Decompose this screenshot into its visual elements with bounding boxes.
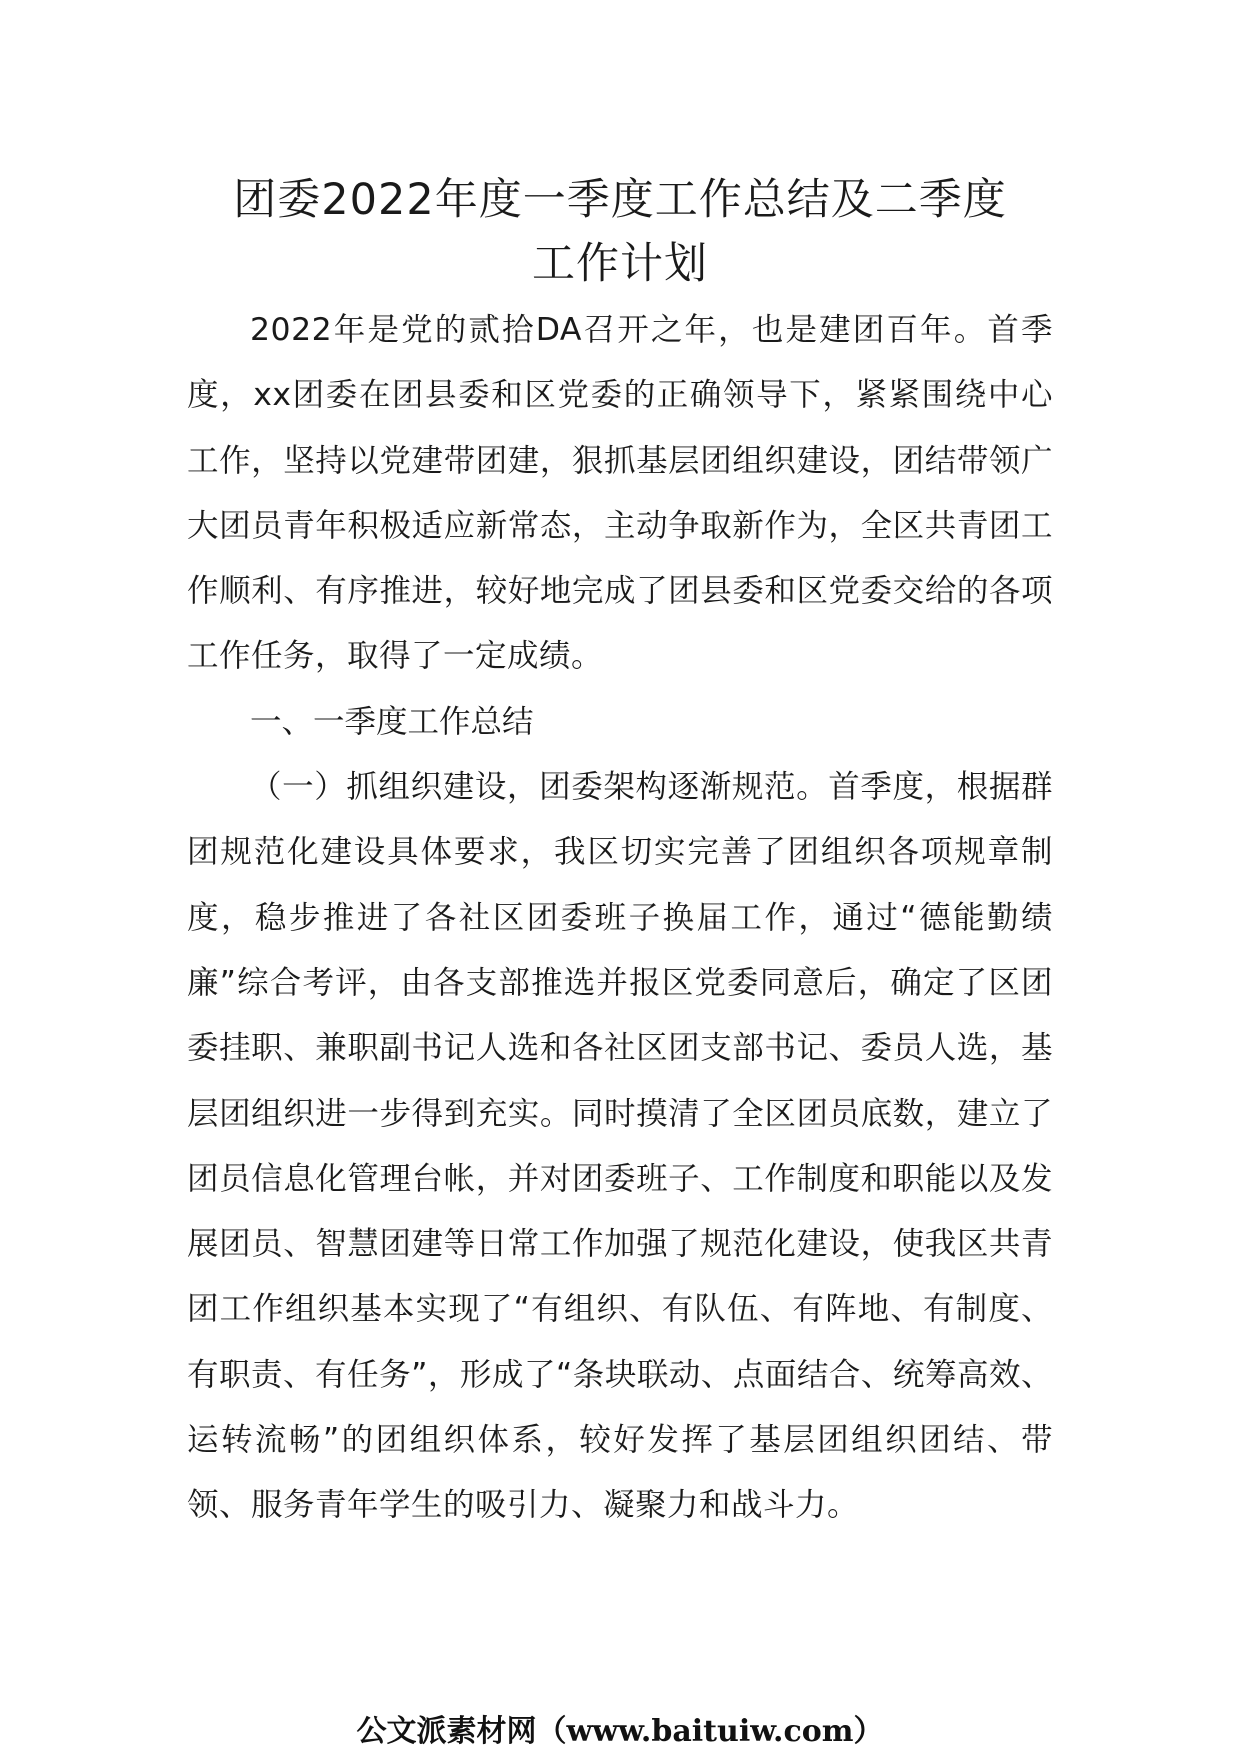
document-title-line-1: 团委2022年度一季度工作总结及二季度: [233, 175, 1007, 225]
intro-paragraph: 2022年是党的贰拾DA召开之年，也是建团百年。首季度，xx团委在团县委和区党委的正确领导下，紧紧围绕中心工作，坚持以党建带团建，狠抓基层团组织建设，团结带领广大团员青年积极适应新常态，主动争取新作为，全区共青团工作顺利、有序推进，较好地完成了团县委和区党委交给的各项工作任务，取得了一定成绩。: [187, 312, 1053, 675]
document-title-line-2: 工作计划: [532, 239, 708, 289]
footer-watermark: 公文派素材网（www.baituiw.com）: [356, 1714, 884, 1749]
section-paragraph: （一）抓组织建设，团委架构逐渐规范。首季度，根据群团规范化建设具体要求，我区切实完善了团组织各项规章制度，稳步推进了各社区团委班子换届工作，通过“德能勤绩廉”综合考评，由各支部推选并报区党委同意后，确定了区团委挂职、兼职副书记人选和各社区团支部书记、委员人选，基层团组织进一步得到充实。同时摸清了全区团员底数，建立了团员信息化管理台帐，并对团委班子、工作制度和职能以及发展团员、智慧团建等日常工作加强了规范化建设，使我区共青团工作组织基本实现了“有组织、有队伍、有阵地、有制度、有职责、有任务”，形成了“条块联动、点面结合、统筹高效、运转流畅”的团组织体系，较好发挥了基层团组织团结、带领、服务青年学生的吸引力、凝聚力和战斗力。: [187, 769, 1053, 1524]
document-body: [187, 298, 1053, 1539]
section-heading: 一、一季度工作总结: [250, 703, 534, 740]
